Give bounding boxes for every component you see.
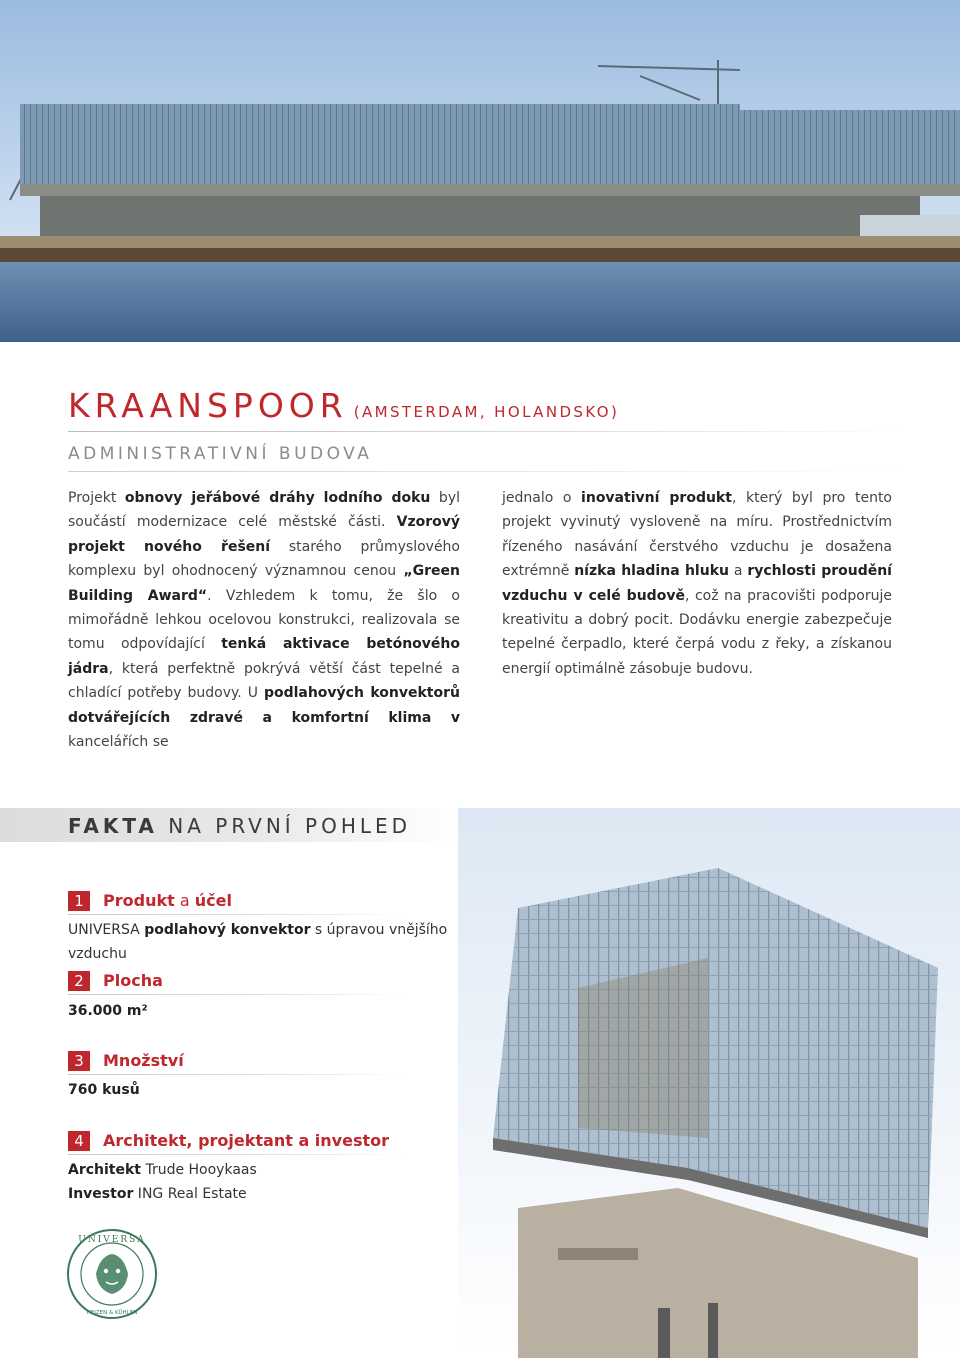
fact-architect-label: Architekt: [68, 1162, 141, 1178]
fact-number-3: 3: [68, 1051, 90, 1071]
text-body_left-2: byl součástí modernizace celé městské části.: [68, 490, 460, 531]
fact-value-3-text: 760 kusů: [68, 1082, 140, 1098]
text-body_left-6: . Vzhledem k tomu, že šlo o mimořádně lehkou ocelovou konstrukci, realizovala se tomu odpovídající: [68, 587, 460, 653]
emphasis-body_left-9: podlahových konvektorů dotvářejících zdravé a komfortní klima v: [68, 685, 460, 726]
body-paragraph-left: [68, 486, 460, 754]
fact-number-1: 1: [68, 891, 90, 911]
emphasis-body_left-1: obnovy jeřábové dráhy lodního doku: [124, 490, 431, 506]
universa-logo: [66, 1228, 158, 1320]
emphasis-body_right-1: inovativní produkt: [581, 490, 732, 506]
text-body_left-4: starého průmyslového komplexu byl ohodnocený významnou cenou: [68, 538, 460, 580]
fact-divider-2: [68, 994, 408, 995]
fact-value-2-text: 36.000 m²: [68, 1003, 148, 1019]
facts-heading-bold: FAKTA: [68, 814, 158, 838]
fact-investor: [68, 1182, 247, 1206]
text-body_left-0: Projekt: [68, 490, 125, 506]
project-name: KRAANSPOOR: [68, 386, 348, 425]
svg-text:HEIZEN & KÜHLEN: HEIZEN & KÜHLEN: [86, 1310, 138, 1316]
emphasis-body_left-3: Vzorový projekt nového řešení: [68, 514, 460, 555]
text-body_right-2: , který byl pro tento projekt vyvinutý vysloveně na míru. Prostřednictvím řízeného nasávání čerstvého vzduchu je dosažena extrémně: [502, 490, 892, 580]
fact-number-2: 2: [68, 971, 90, 991]
fact-heading-1-c: účel: [194, 891, 232, 910]
fact-text-1-a: UNIVERSA: [68, 922, 145, 938]
text-body_right-6: , což na pracovišti podporuje kreativitu a dobrý pocit. Dodávku energie zabezpečuje tepelné čerpadlo, které čerpá vodu z řeky, a získanou energií optimálně zásobuje budovu.: [502, 587, 892, 677]
emphasis-body_left-7: tenká aktivace betónového jádra: [68, 636, 460, 677]
fact-architect-value: Trude Hooykaas: [141, 1162, 257, 1178]
subtitle-divider: [68, 471, 908, 472]
project-title: [68, 386, 619, 425]
fact-text-1: [68, 918, 448, 966]
fact-investor-label: Investor: [68, 1186, 134, 1202]
text-body_right-0: jednalo o: [502, 490, 582, 506]
fact-heading-1-b: a: [174, 891, 195, 910]
fact-divider-4: [68, 1154, 408, 1155]
facts-heading: [68, 814, 411, 838]
emphasis-body_right-5: rychlosti proudění vzduchu v celé budově: [502, 563, 892, 604]
fact-text-1-b: podlahový konvektor: [144, 922, 311, 938]
fact-divider-1: [68, 914, 408, 915]
text-body_right-4: a: [728, 563, 748, 580]
project-subtitle: ADMINISTRATIVNÍ BUDOVA: [68, 444, 373, 464]
fact-divider-3: [68, 1074, 408, 1075]
fact-heading-1: [103, 891, 232, 910]
fact-heading-2: Plocha: [103, 971, 163, 990]
emphasis-body_left-5: „Green Building Award“: [68, 563, 460, 604]
fact-value-2: [68, 999, 148, 1023]
text-body_left-10: kancelářích se: [68, 734, 169, 751]
fact-investor-value: ING Real Estate: [133, 1186, 247, 1202]
fact-heading-1-a: Produkt: [103, 891, 175, 910]
title-divider: [68, 431, 908, 432]
svg-text:UNIVERSA: UNIVERSA: [78, 1235, 146, 1245]
emphasis-body_right-3: nízka hladina hluku: [574, 563, 729, 580]
body-text-left: [68, 486, 460, 754]
building-photo: [458, 808, 960, 1358]
fact-number-4: 4: [68, 1131, 90, 1151]
body-text-right: [502, 486, 892, 681]
facts-heading-rest: NA PRVNÍ POHLED: [157, 814, 412, 838]
fact-text-1-c: s úpravou vnějšího vzduchu: [68, 922, 448, 962]
fact-value-3: [68, 1078, 140, 1102]
fact-heading-3: Množství: [103, 1051, 184, 1070]
project-location: (AMSTERDAM, HOLANDSKO): [353, 403, 620, 421]
kraanspoor-harbor-photo: [0, 0, 960, 342]
fact-architect: [68, 1158, 257, 1182]
text-body_left-8: , která perfektně pokrývá větší část tepelné a chladící potřeby budovy. U: [68, 660, 460, 702]
body-paragraph-right: [502, 486, 892, 681]
fact-heading-4: Architekt, projektant a investor: [103, 1131, 390, 1150]
